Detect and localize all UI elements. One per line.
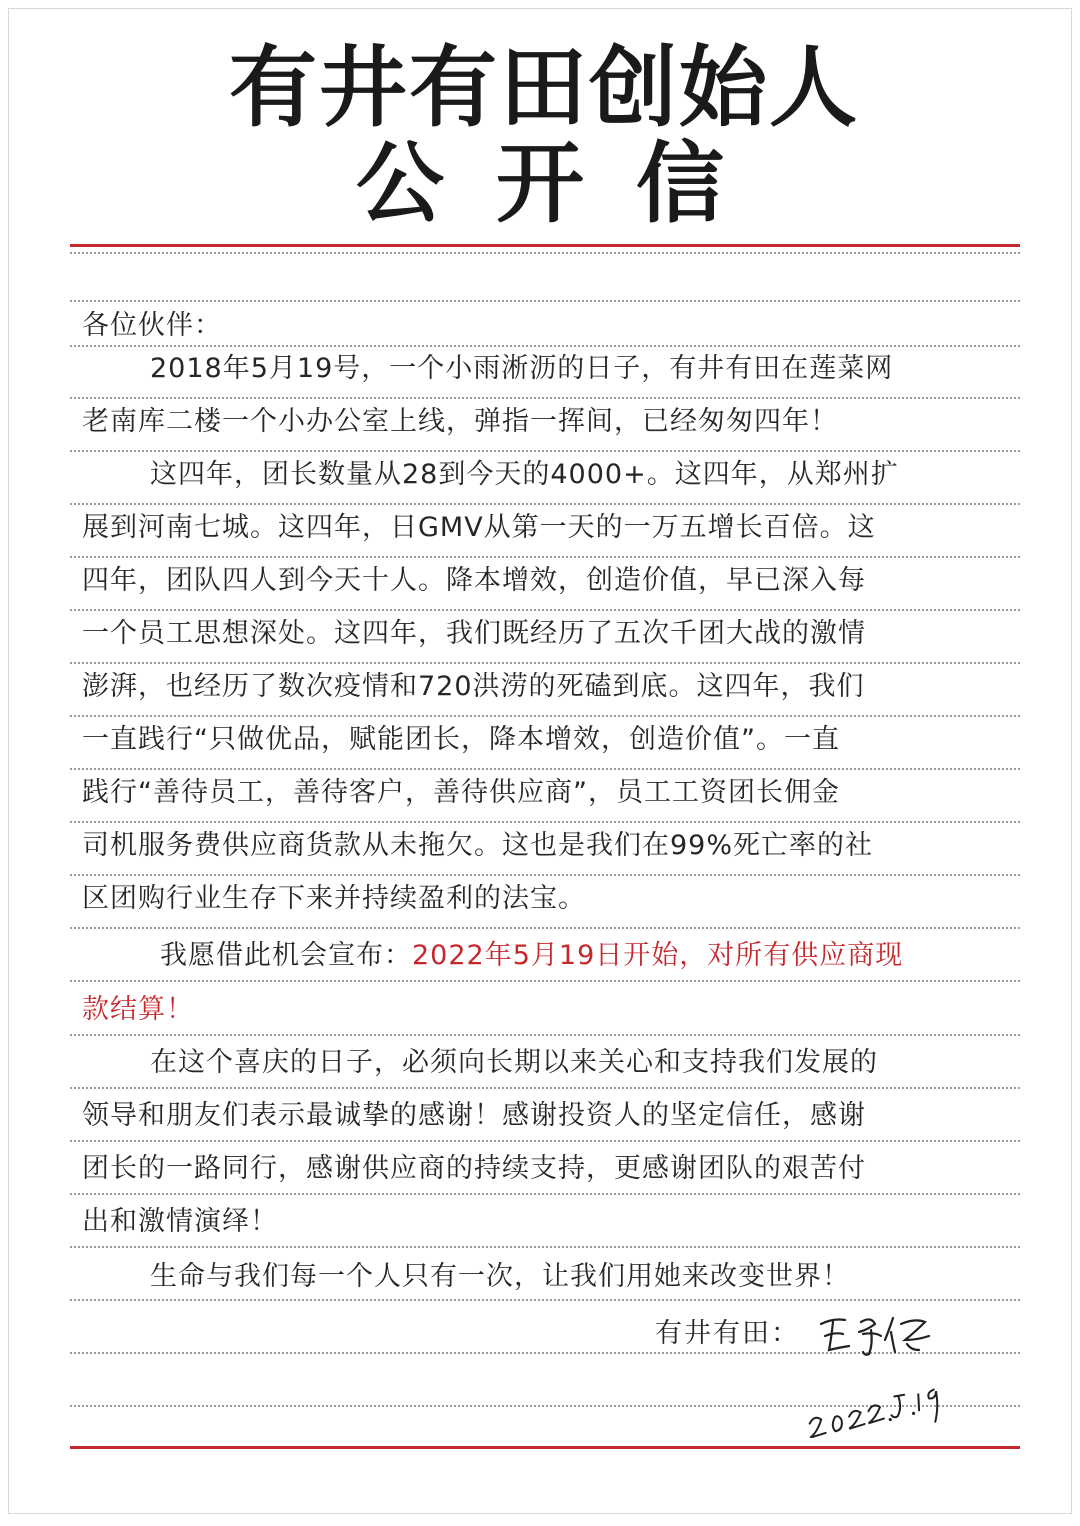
signature-label: 有井有田： [655, 1318, 800, 1349]
ruled-line [70, 397, 1020, 399]
top-red-rule [70, 244, 1020, 247]
thanks-line: 在这个喜庆的日子，必须向长期以来关心和支持我们发展的 [150, 1047, 878, 1078]
salutation: 各位伙伴： [82, 310, 222, 341]
ruled-line [70, 662, 1020, 664]
bottom-red-rule [70, 1446, 1020, 1449]
paragraph-line: 区团购行业生存下来并持续盈利的法宝。 [82, 883, 586, 914]
ruled-line [70, 715, 1020, 717]
page-subtitle: 公开信 [355, 132, 776, 235]
ruled-line [70, 1034, 1020, 1036]
title-block [0, 36, 1080, 235]
ruled-line [70, 927, 1020, 929]
handwritten-date [800, 1378, 950, 1438]
ruled-line [70, 1087, 1020, 1089]
thanks-line: 团长的一路同行，感谢供应商的持续支持，更感谢团队的艰苦付 [82, 1153, 866, 1184]
handwritten-signature [815, 1310, 935, 1362]
paragraph-line: 展到河南七城。这四年，日GMV从第一天的一万五增长百倍。这 [82, 512, 876, 543]
ruled-line [70, 300, 1020, 302]
paragraph-line: 践行“善待员工，善待客户，善待供应商”，员工工资团长佣金 [82, 777, 840, 808]
paragraph-line: 澎湃，也经历了数次疫情和720洪涝的死磕到底。这四年，我们 [82, 671, 865, 702]
ruled-line [70, 821, 1020, 823]
closing-line: 生命与我们每一个人只有一次，让我们用她来改变世界！ [150, 1261, 850, 1292]
ruled-line [70, 609, 1020, 611]
announcement-line [160, 936, 1022, 976]
ruled-line [70, 768, 1020, 770]
paragraph-line: 司机服务费供应商货款从未拖欠。这也是我们在99%死亡率的社 [82, 830, 874, 861]
paragraph-line: 2018年5月19号，一个小雨淅沥的日子，有井有田在莲菜网 [150, 353, 894, 384]
paragraph-line: 这四年，团长数量从28到今天的4000+。这四年，从郑州扩 [150, 459, 899, 490]
paragraph-line: 四年，团队四人到今天十人。降本增效，创造价值，早已深入每 [82, 565, 866, 596]
ruled-line [70, 1193, 1020, 1195]
ruled-line [70, 1140, 1020, 1142]
thanks-line: 领导和朋友们表示最诚挚的感谢！感谢投资人的坚定信任，感谢 [82, 1100, 866, 1131]
announcement-highlight-end: 款结算！ [82, 994, 194, 1025]
ruled-line [70, 980, 1020, 982]
ruled-line [70, 252, 1020, 254]
ruled-line [70, 1299, 1020, 1301]
ruled-line [70, 450, 1020, 452]
paragraph-line: 一直践行“只做优品，赋能团长，降本增效，创造价值”。一直 [82, 724, 840, 755]
thanks-line: 出和激情演绎！ [82, 1206, 278, 1237]
page-title: 有井有田创始人 [228, 36, 859, 139]
paragraph-line: 老南库二楼一个小办公室上线，弹指一挥间，已经匆匆四年！ [82, 406, 838, 437]
ruled-line [70, 1246, 1020, 1248]
ruled-line [70, 556, 1020, 558]
announcement-highlight: 2022年5月19日开始，对所有供应商现 [412, 940, 904, 971]
ruled-line [70, 503, 1020, 505]
paragraph-line: 一个员工思想深处。这四年，我们既经历了五次千团大战的激情 [82, 618, 866, 649]
ruled-line [70, 874, 1020, 876]
announcement-prefix: 我愿借此机会宣布： [160, 940, 412, 971]
